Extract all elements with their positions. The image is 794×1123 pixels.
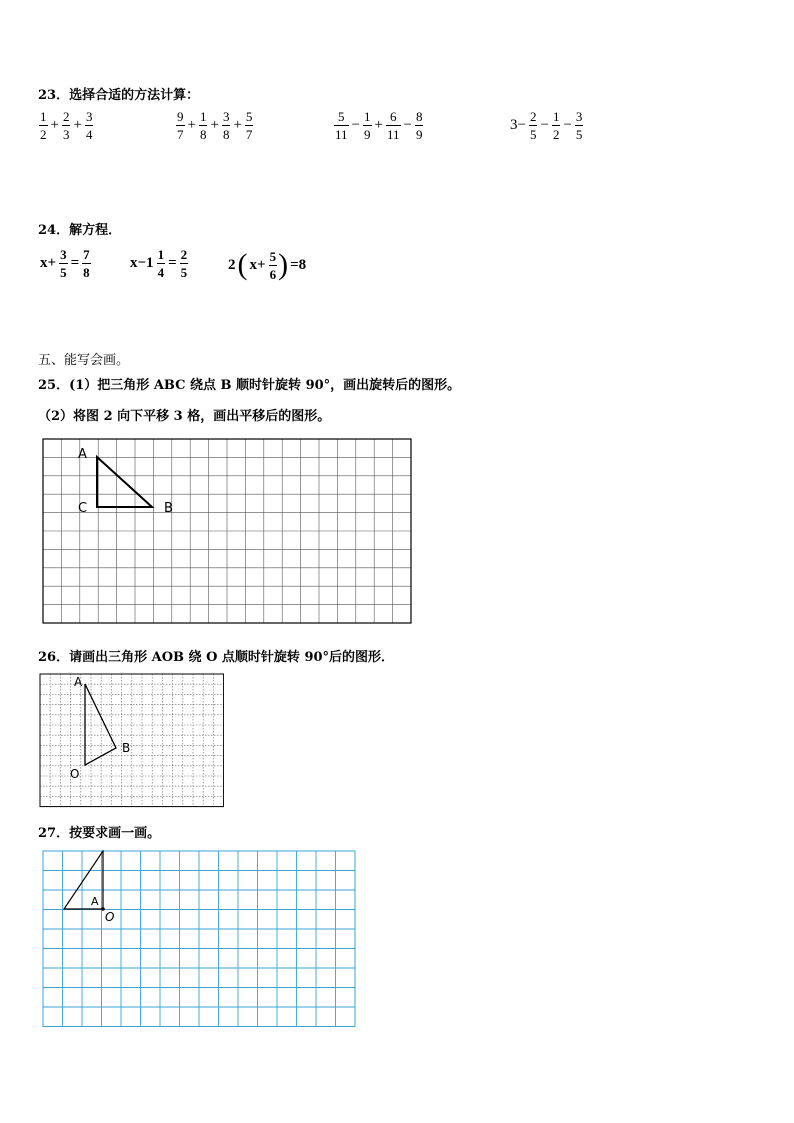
math-token: 2 [228,256,236,273]
label-a: A [91,895,99,908]
q26-title: 26．请画出三角形 AOB 绕 O 点顺时针旋转 90°后的图形． [38,650,395,665]
denominator: 7 [177,127,184,142]
numerator: 1 [157,247,165,262]
math-token: + [73,117,82,133]
fraction [245,110,254,141]
denominator: 9 [364,127,371,142]
q25-title-line1: 25．(1）把三角形 ABC 绕点 B 顺时针旋转 90°，画出旋转后的图形。 [38,378,461,393]
math-token: 3− [510,117,526,133]
fraction [575,110,584,141]
denominator: 6 [269,266,277,282]
label-c: C [78,501,88,516]
numerator: 5 [338,109,345,124]
numerator: 3 [222,109,230,124]
fraction [85,110,94,141]
fraction [59,248,68,279]
fraction [222,110,231,141]
section-5-title: 五、能写会画。 [38,353,130,368]
denominator: 5 [529,127,537,142]
numerator: 9 [177,109,184,124]
fraction [386,110,401,141]
numerator: 6 [389,109,397,124]
numerator: 7 [83,247,90,262]
denominator: 11 [386,127,400,142]
label-o: O [70,767,80,781]
math-token: − [563,117,572,133]
denominator: 9 [415,127,423,142]
q24-equation-1 [38,248,92,279]
math-token: x−1 [130,255,154,271]
fraction [363,110,372,141]
q25-title-line2: （2）将图 2 向下平移 3 格，画出平移后的图形。 [38,409,331,424]
label-a: A [74,675,83,689]
math-token: ) [278,248,289,281]
numerator: 2 [62,109,70,124]
denominator: 2 [552,127,560,142]
denominator: 11 [335,127,348,142]
fraction [176,110,185,141]
numerator: 1 [364,109,371,124]
triangle-abc [97,457,152,507]
denominator: 5 [180,265,188,280]
fraction [199,110,208,141]
math-token: = [168,255,177,271]
math-token: + [210,117,219,133]
fraction [157,248,166,279]
q23-expr-3 [333,110,424,141]
denominator: 5 [575,127,583,142]
q27-grid [43,851,355,1027]
math-token: − [351,117,360,133]
q24-equation-2 [128,248,189,279]
q26-grid [40,674,224,807]
math-token: + [374,117,383,133]
label-o: O [105,910,115,924]
denominator: 5 [60,265,67,280]
math-token: x+ [249,256,266,273]
q23-expr-4 [508,110,584,141]
math-token: − [540,117,549,133]
q25-grid-figure [40,436,416,628]
math-token: − [403,117,412,133]
q24-title: 24．解方程． [38,223,122,238]
fraction [82,248,91,279]
denominator: 8 [83,265,90,280]
fraction [269,250,278,281]
numerator: 5 [269,248,277,264]
fraction [62,110,71,141]
q25-grid [43,439,411,623]
math-token: + [187,117,196,133]
q27-title: 27．按要求画一画。 [38,826,161,841]
denominator: 8 [222,127,230,142]
math-token: ( [237,248,248,281]
fraction [180,248,189,279]
numerator: 3 [60,247,67,262]
fraction [415,110,424,141]
q23-title: 23．选择合适的方法计算： [38,88,200,103]
numerator: 5 [245,109,253,124]
fraction [334,110,349,141]
math-token: = [70,255,80,271]
numerator: 1 [199,109,207,124]
q27-grid-figure [42,850,360,1030]
denominator: 7 [245,127,253,142]
numerator: 3 [85,109,93,124]
q24-equation-3 [226,248,308,282]
denominator: 8 [199,127,207,142]
fraction [529,110,538,141]
fraction [552,110,561,141]
math-token: x+ [40,255,57,271]
label-b: B [122,741,131,755]
math-token: =8 [290,256,307,273]
math-token: + [50,117,59,133]
numerator: 8 [415,109,423,124]
denominator: 2 [40,127,47,142]
label-b: B [164,501,173,516]
math-token: + [233,117,242,133]
numerator: 2 [529,109,537,124]
q23-expr-1 [38,110,94,141]
denominator: 3 [62,127,70,142]
q23-expr-2 [175,110,254,141]
label-a: A [78,447,87,462]
numerator: 1 [552,109,560,124]
denominator: 4 [157,265,165,280]
numerator: 1 [40,109,47,124]
q26-grid-figure [38,672,224,812]
numerator: 3 [575,109,583,124]
numerator: 2 [180,247,188,262]
fraction [39,110,48,141]
denominator: 4 [85,127,93,142]
